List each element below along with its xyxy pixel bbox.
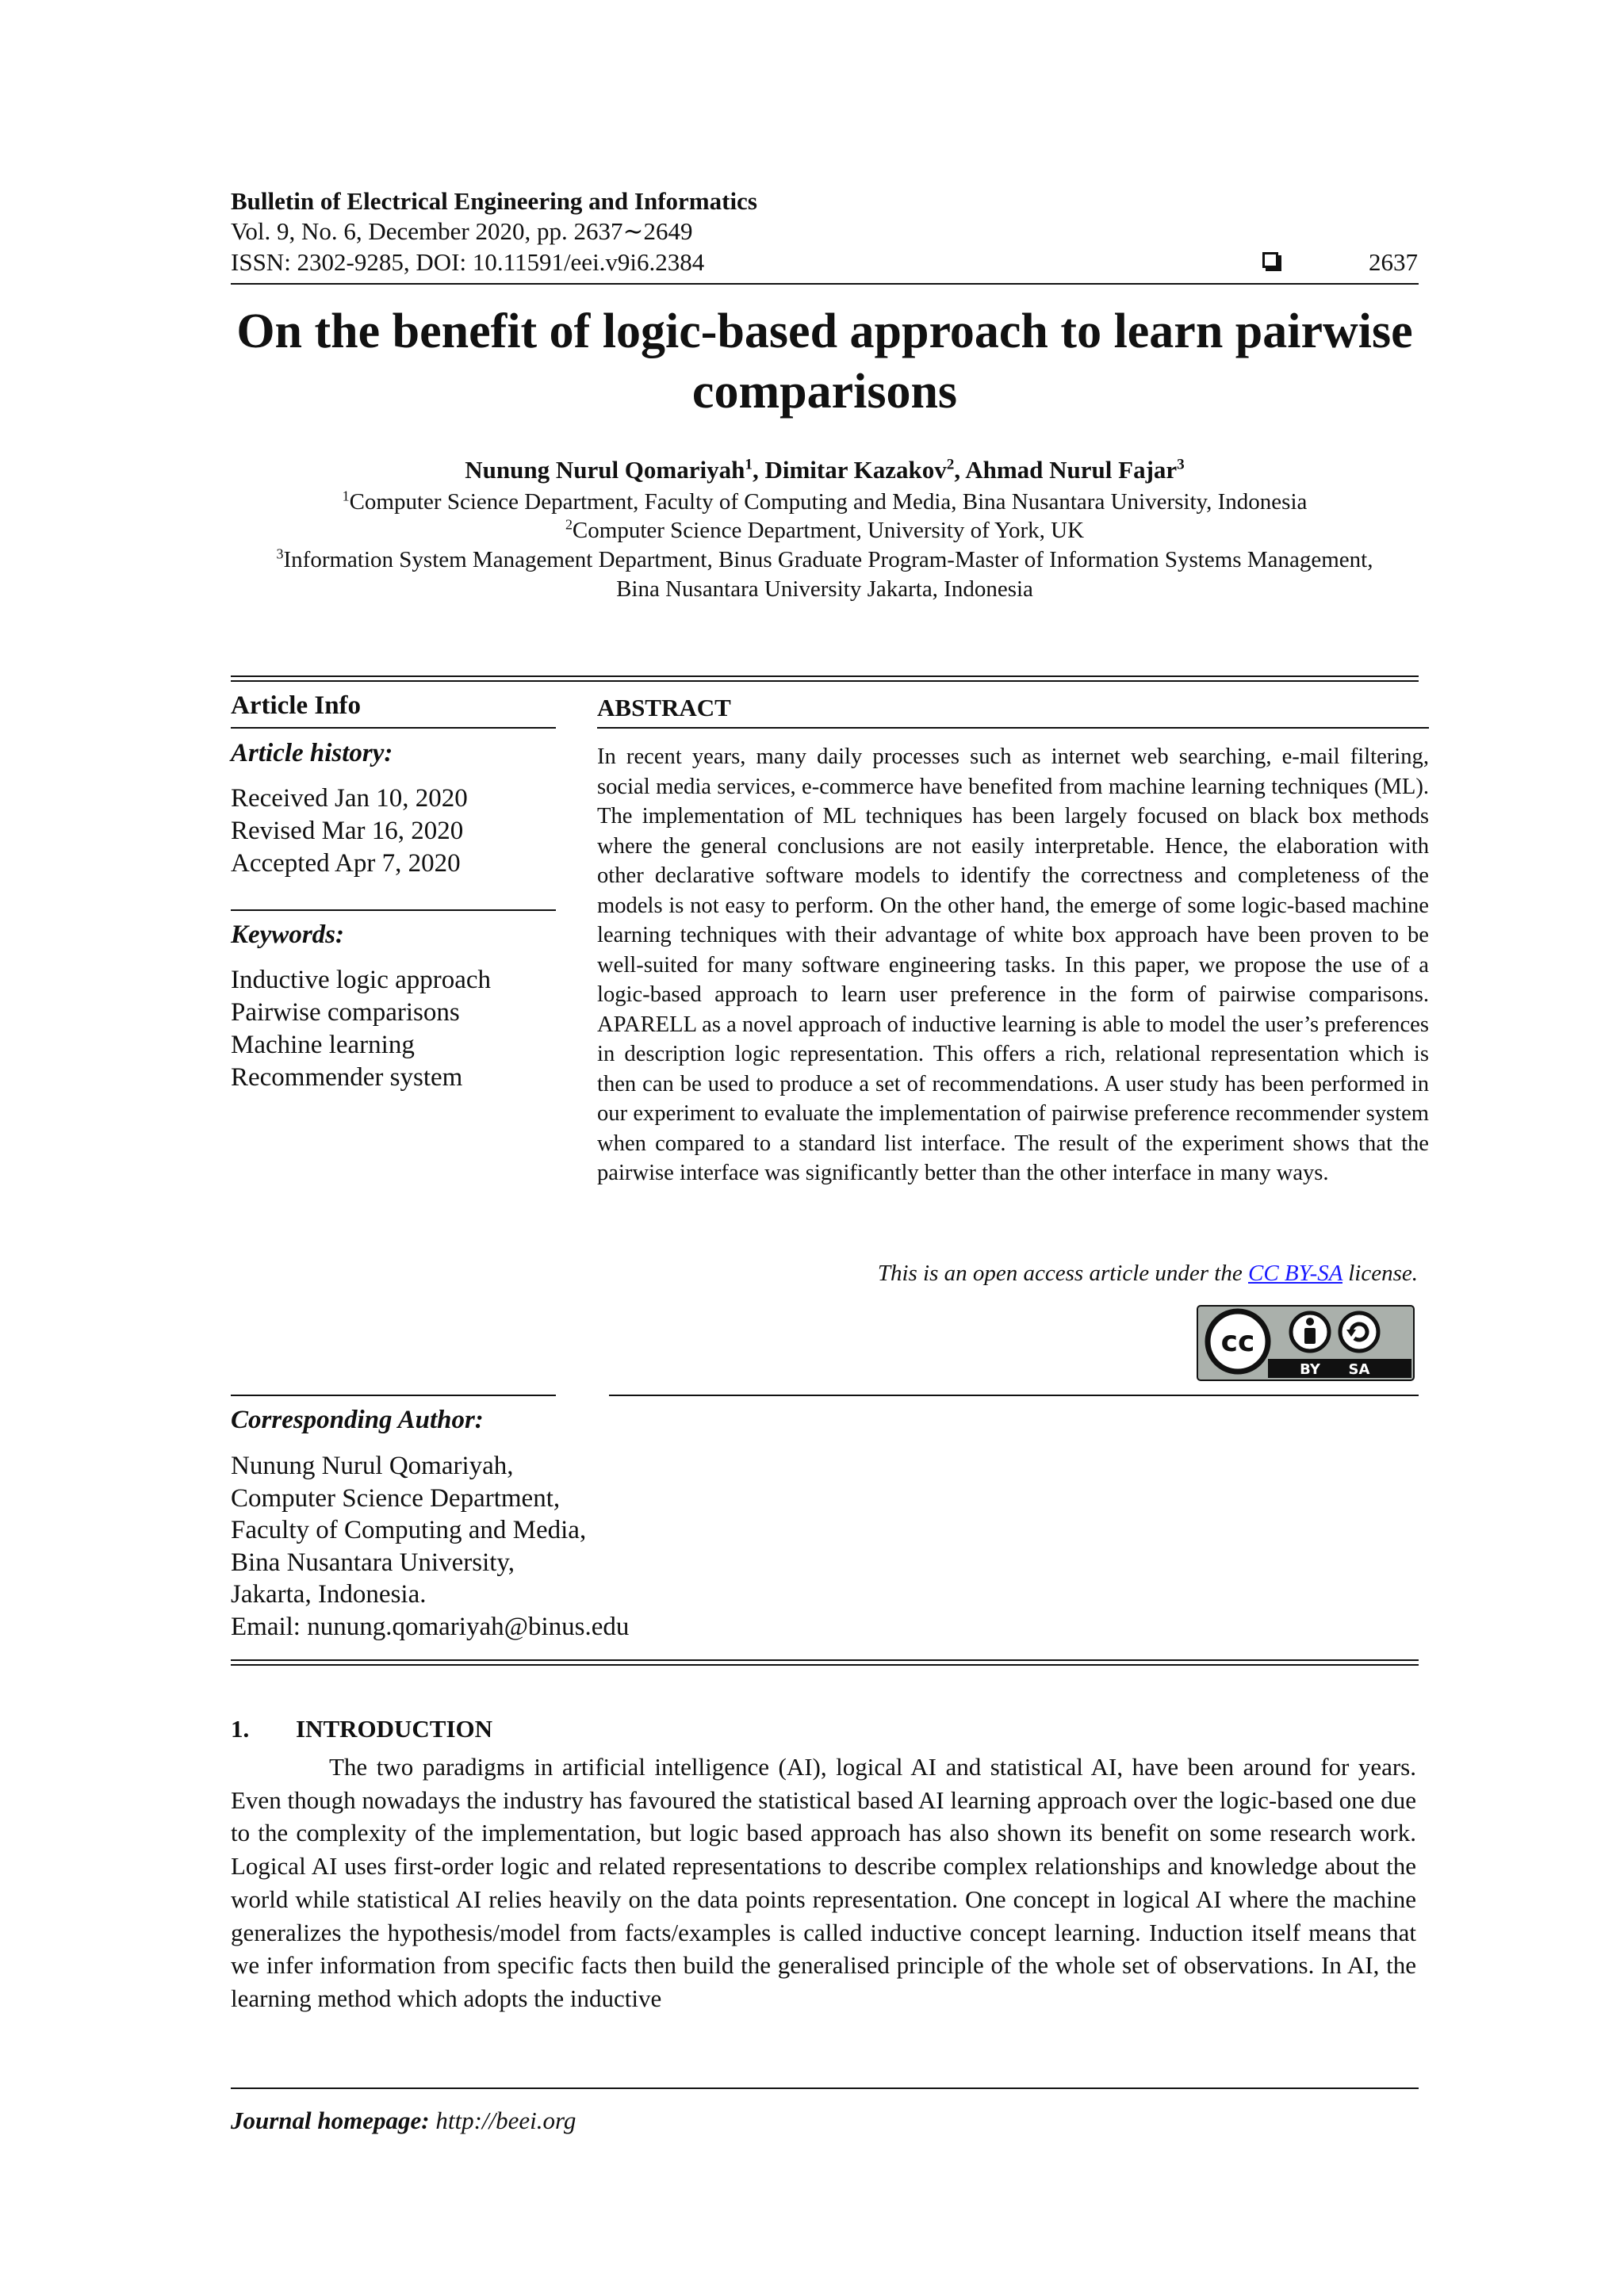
corresponding-line: Jakarta, Indonesia. <box>231 1580 427 1609</box>
paper-title: On the benefit of logic-based approach to learn pairwise comparisons <box>236 304 1413 419</box>
aff-text: Computer Science Department, University of York, UK <box>572 518 1085 543</box>
section-heading <box>231 1715 492 1743</box>
author-3 <box>965 456 1185 484</box>
author-2 <box>764 456 954 484</box>
abstract-heading: ABSTRACT <box>597 694 731 721</box>
author-list <box>231 456 1419 484</box>
abstract-text: In recent years, many daily processes such as internet web searching, e-mail filtering, social media services, e-commerce have benefited from machine learning techniques (ML). The implementation of ML techniques has been largely focused on black box methods where the general conclusions are not easily interpretable. Hence, the elaboration with other declarative software models to identify the correctness and completeness of the models is not easy to perform. On the other hand, the emerge of some logic-based machine learning techniques with their advantage of white box approach have been proven to be well-suited for many software engineering tasks. In this paper, we propose the use of a logic-based approach to learn user preference in the form of pairwise comparisons. APARELL as a novel approach of inductive learning is able to model the user’s preferences in description logic representation. This offers a rich, relational representation which is then can be used to produce a set of recommendations. A user study has been performed in our experiment to evaluate the implementation of pairwise preference recommender system when compared to a standard list interface. The result of the experiment shows that the pairwise interface was significantly better than the other interface in many ways. <box>597 744 1429 1185</box>
aff-mark: 1 <box>342 488 350 504</box>
keyword: Machine learning <box>231 1031 415 1059</box>
by-label: BY <box>1300 1361 1320 1378</box>
corresponding-rule <box>231 1395 556 1396</box>
square-icon <box>1262 252 1278 268</box>
aff-text: Information System Management Department, Binus Graduate Program-Master of Information Systems Management, <box>283 547 1373 572</box>
info-top-rule <box>231 680 1419 682</box>
author-aff-mark: 2 <box>946 456 955 473</box>
license-line <box>878 1261 1418 1287</box>
info-bottom-rule <box>231 1664 1419 1666</box>
article-info-heading: Article Info <box>231 691 362 720</box>
license-link[interactable]: CC BY-SA <box>1248 1261 1342 1286</box>
author-separator: , <box>752 456 765 484</box>
author-name: Nunung Nurul Qomariyah <box>465 456 745 484</box>
aff-mark: 2 <box>565 516 573 533</box>
corresponding-line: Computer Science Department, <box>231 1483 561 1513</box>
journal-name: Bulletin of Electrical Engineering and Informatics <box>231 187 757 215</box>
author-aff-mark: 1 <box>745 456 753 473</box>
section-title: INTRODUCTION <box>296 1715 493 1743</box>
footer <box>231 2107 576 2135</box>
volume-line: Vol. 9, No. 6, December 2020, pp. 2637∼2649 <box>231 217 693 245</box>
keywords-heading: Keywords: <box>231 920 344 949</box>
license-suffix: license. <box>1342 1261 1418 1286</box>
keywords-rule <box>231 909 556 911</box>
issn-line: ISSN: 2302-9285, DOI: 10.11591/eei.v9i6.2384 <box>231 248 705 276</box>
received-date: Received Jan 10, 2020 <box>231 784 468 813</box>
author-1 <box>465 456 753 484</box>
introduction-text: The two paradigms in artificial intelligence (AI), logical AI and statistical AI, have been around for years. Even though nowadays the industry has favoured the statistical based AI learning approach over the logic-based one due to the complexity of the implementation, but logic based approach has also shown its benefit on some research work. Logical AI uses first-order logic and related representations to describe complex relationships and knowledge about the world while statistical AI relies heavily on the data points representation. One concept in logical AI where the machine generalizes the hypothesis/model from facts/examples is called inductive concept learning. Induction itself means that we infer information from specific facts then build the generalised principle of the whole set of observations. In AI, the learning method which adopts the inductive <box>231 1753 1416 2012</box>
corresponding-heading: Corresponding Author: <box>231 1406 484 1434</box>
affiliation-2 <box>231 518 1419 544</box>
section-number: 1. <box>231 1715 250 1743</box>
corresponding-details <box>231 1450 629 1643</box>
cc-text: cc <box>1220 1326 1255 1358</box>
aff-text: Bina Nusantara University Jakarta, Indonesia <box>616 576 1033 602</box>
abstract-rule <box>597 727 1429 729</box>
affiliation-4 <box>231 576 1419 603</box>
accepted-date: Accepted Apr 7, 2020 <box>231 849 461 878</box>
corresponding-rule-right <box>609 1395 1419 1396</box>
aff-text: Computer Science Department, Faculty of Computing and Media, Bina Nusantara University, Indonesia <box>349 489 1308 515</box>
revised-date: Revised Mar 16, 2020 <box>231 817 464 845</box>
keyword: Inductive logic approach <box>231 966 492 994</box>
sa-label: SA <box>1348 1361 1370 1378</box>
corresponding-line: Nunung Nurul Qomariyah, <box>231 1452 514 1480</box>
page-number: 2637 <box>1369 248 1418 276</box>
affiliation-1 <box>231 489 1419 515</box>
license-prefix: This is an open access article under the <box>877 1261 1248 1286</box>
aff-mark: 3 <box>276 545 284 562</box>
sa-icon <box>1340 1313 1378 1351</box>
article-history-heading: Article history: <box>231 739 393 767</box>
author-aff-mark: 3 <box>1177 456 1185 473</box>
author-name: Dimitar Kazakov <box>764 456 947 484</box>
corresponding-line: Faculty of Computing and Media, <box>231 1516 587 1544</box>
author-separator: , <box>954 456 966 484</box>
keyword: Pairwise comparisons <box>231 998 460 1027</box>
author-name: Ahmad Nurul Fajar <box>965 456 1178 484</box>
header-rule <box>231 283 1419 285</box>
affiliation-3 <box>231 547 1419 573</box>
keyword: Recommender system <box>231 1063 463 1092</box>
footer-label: Journal homepage: <box>231 2107 430 2134</box>
keywords-list <box>231 964 491 1094</box>
cc-by-sa-badge[interactable] <box>1197 1305 1415 1381</box>
corresponding-line: Bina Nusantara University, <box>231 1548 515 1577</box>
info-top-rule <box>231 675 1419 677</box>
info-bottom-rule <box>231 1659 1419 1661</box>
footer-rule <box>231 2087 1419 2089</box>
corresponding-email[interactable]: Email: nunung.qomariyah@binus.edu <box>231 1612 630 1641</box>
article-info-rule <box>231 727 556 729</box>
footer-url[interactable]: http://beei.org <box>435 2107 576 2134</box>
article-history-list <box>231 783 468 880</box>
